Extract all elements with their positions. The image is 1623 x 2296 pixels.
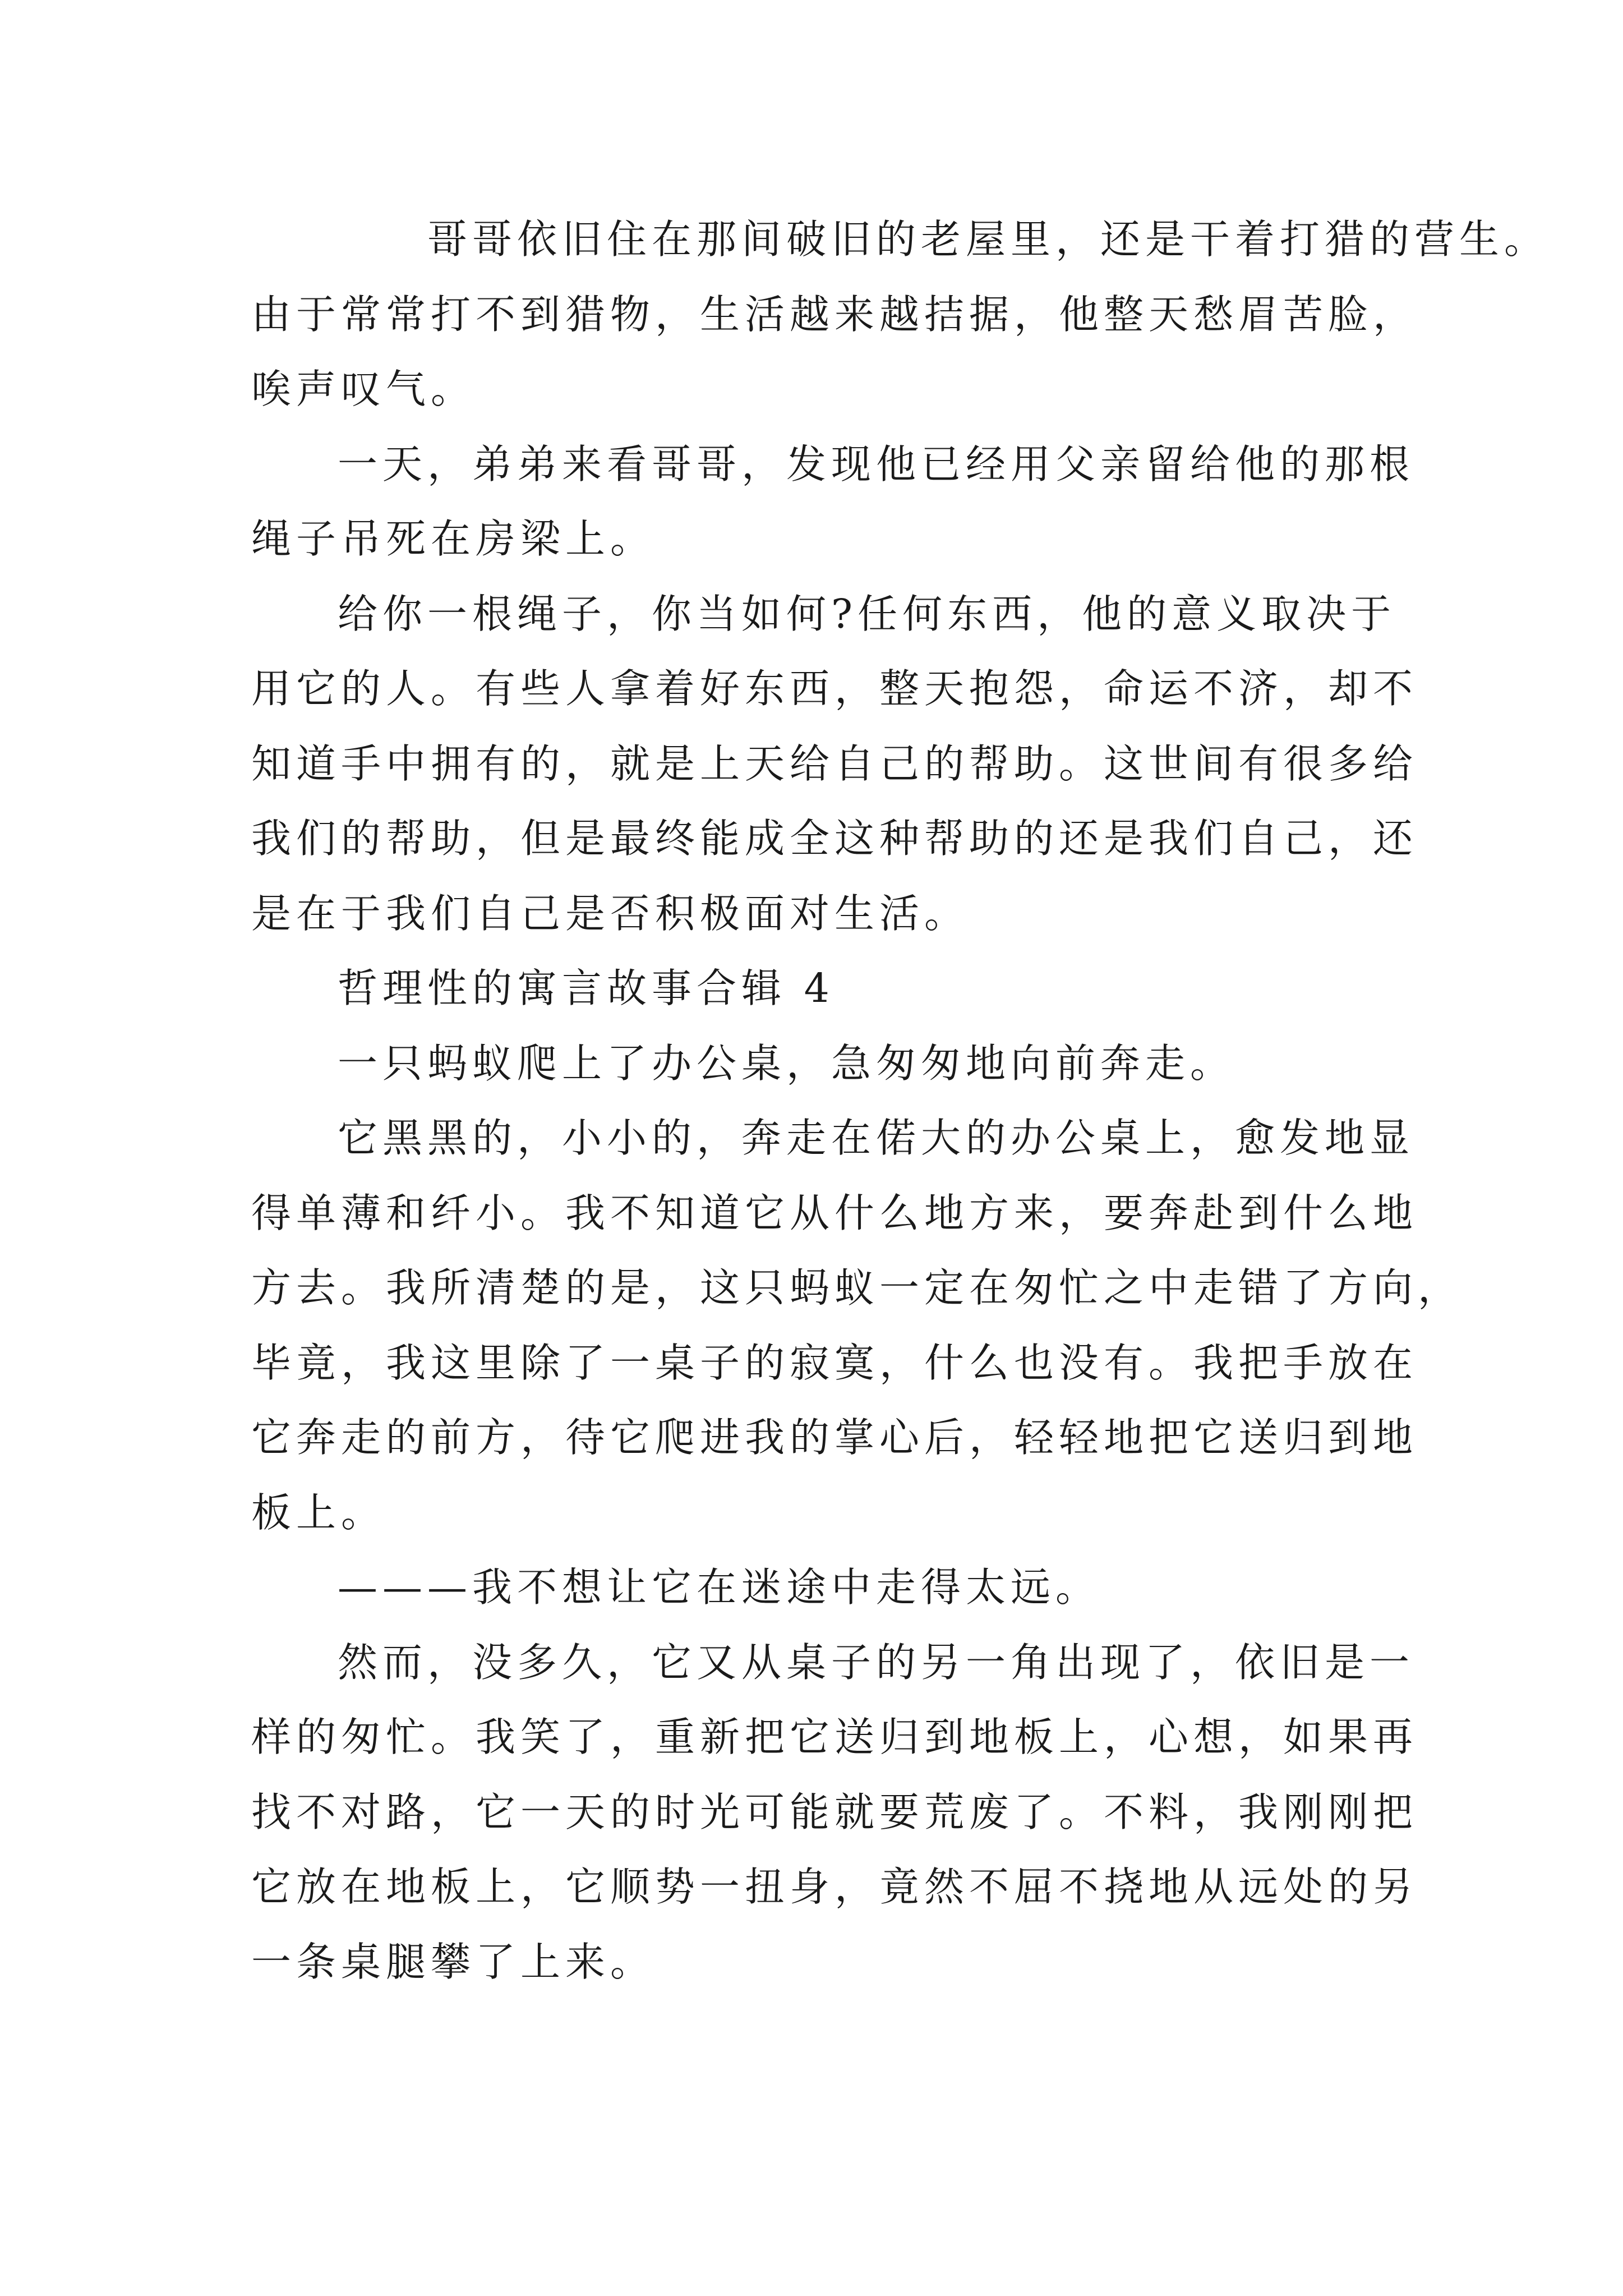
text-line: 唉声叹气。	[251, 366, 476, 412]
paragraph	[251, 202, 1550, 427]
text-line: 得单薄和纤小。我不知道它从什么地方来，要奔赴到什么地	[251, 1189, 1418, 1236]
text-line: 我们的帮助，但是最终能成全这种帮助的还是我们自己，还	[251, 815, 1418, 862]
paragraph	[251, 1625, 1451, 2000]
paragraph	[251, 427, 1451, 577]
document-body	[251, 202, 1550, 1999]
text-line: 是在于我们自己是否积极面对生活。	[251, 890, 970, 937]
text-line: 方去。我所清楚的是，这只蚂蚁一定在匆忙之中走错了方向，	[251, 1264, 1463, 1311]
text-line: 它奔走的前方，待它爬进我的掌心后，轻轻地把它送归到地	[251, 1414, 1418, 1461]
paragraph	[251, 1550, 1451, 1625]
text-line: 一只蚂蚁爬上了办公桌，急匆匆地向前奔走。	[338, 1039, 1235, 1087]
text-line: 毕竟，我这里除了一桌子的寂寞，什么也没有。我把手放在	[251, 1339, 1418, 1386]
section-heading	[251, 951, 1451, 1026]
paragraph	[251, 1101, 1463, 1550]
text-line: 板上。	[251, 1489, 386, 1536]
text-line: 一天，弟弟来看哥哥，发现他已经用父亲留给他的那根	[338, 440, 1415, 487]
text-line: 一条桌腿攀了上来。	[251, 1938, 656, 1985]
paragraph	[251, 577, 1451, 951]
text-line: 它黑黑的，小小的，奔走在偌大的办公桌上，愈发地显	[338, 1115, 1415, 1161]
text-line: 样的匆忙。我笑了，重新把它送归到地板上，心想，如果再	[251, 1714, 1418, 1760]
text-line: 它放在地板上，它顺势一扭身，竟然不屈不挠地从远处的另	[251, 1864, 1418, 1910]
text-line: 知道手中拥有的，就是上天给自己的帮助。这世间有很多给	[251, 740, 1418, 787]
section-heading-text: 哲理性的寓言故事合辑 4	[338, 965, 834, 1011]
text-line: 给你一根绳子，你当如何?任何东西，他的意义取决于	[338, 590, 1396, 637]
text-line: 哥哥依旧住在那间破旧的老屋里，还是干着打猎的营生。	[427, 216, 1550, 263]
text-line: 找不对路，它一天的时光可能就要荒废了。不料，我刚刚把	[251, 1788, 1418, 1835]
text-line: 由于常常打不到猎物，生活越来越拮据，他整天愁眉苦脸，	[251, 291, 1418, 338]
text-line: 绳子吊死在房梁上。	[251, 516, 656, 562]
text-line: 用它的人。有些人拿着好东西，整天抱怨，命运不济，却不	[251, 665, 1418, 712]
text-line: ———我不想让它在迷途中走得太远。	[338, 1564, 1101, 1611]
paragraph	[251, 1026, 1451, 1101]
text-line: 然而，没多久，它又从桌子的另一角出现了，依旧是一	[338, 1639, 1415, 1686]
